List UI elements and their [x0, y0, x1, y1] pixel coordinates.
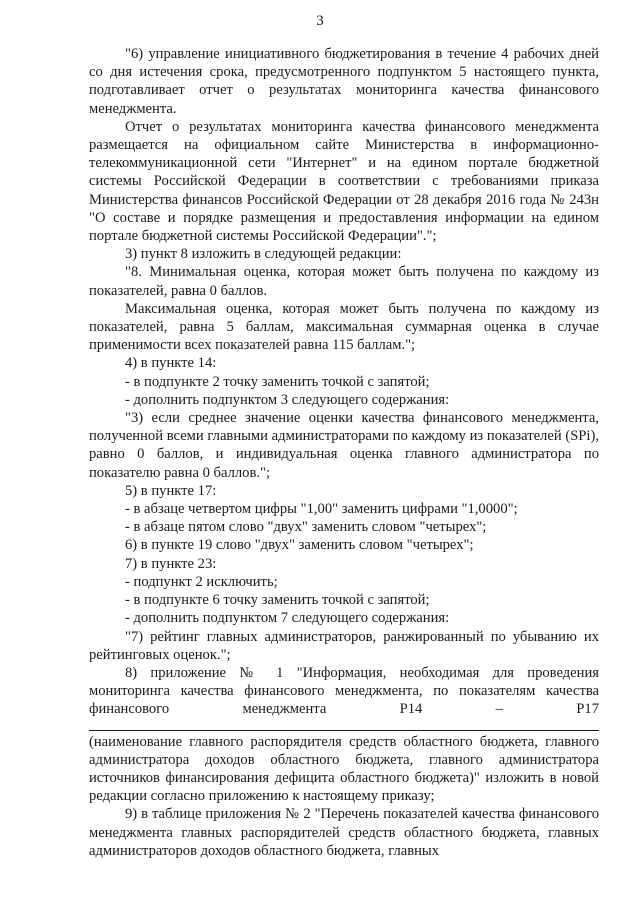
paragraph: - в абзаце пятом слово "двух" заменить словом "четырех"; [125, 519, 487, 536]
paragraph: - в подпункте 2 точку заменить точкой с запятой; [125, 373, 430, 390]
paragraph: - дополнить подпунктом 7 следующего содержания: [125, 610, 450, 627]
paragraph: 6) в пункте 19 слово "двух" заменить словом "четырех"; [125, 537, 474, 554]
paragraph: - подпункт 2 исключить; [125, 573, 278, 590]
paragraph: 9) в таблице приложения № 2 "Перечень показателей качества финансового менеджмента главных распорядителей средств областного бюджета, главных администраторов доходов областного бюджета, главных [89, 806, 599, 859]
paragraph: Отчет о результатах мониторинга качества финансового менеджмента размещается на официальном сайте Министерства в информационно-телекоммуникационной сети "Интернет" и на едином портале бюджетной системы Российской Федерации в соответствии с требованиями приказа Министерства финансов Российской Федерации от 28 декабря 2016 года № 243н "О составе и порядке размещения и предоставления информации на едином портале бюджетной системы Российской Федерации"."; [89, 118, 599, 245]
paragraph: 3) пункт 8 изложить в следующей редакции: [125, 246, 402, 263]
paragraph: "6) управление инициативного бюджетирования в течение 4 рабочих дней со дня истечения срока, предусмотренного подпунктом 5 настоящего пункта, подготавливает отчет о результатах мониторинга качества финансового менеджмента. [89, 46, 599, 117]
paragraph: 7) в пункте 23: [125, 555, 217, 572]
underline-rule [89, 730, 599, 731]
paragraph: 8) приложение № 1 "Информация, необходимая для проведения мониторинга качества финансового менеджмента, по показателям качества финансового менеджмента Р14 – Р17 [89, 664, 599, 718]
paragraph: "7) рейтинг главных администраторов, ранжированный по убыванию их рейтинговых оценок."; [89, 628, 599, 663]
paragraph: - в подпункте 6 точку заменить точкой с запятой; [125, 592, 430, 609]
paragraph: Максимальная оценка, которая может быть получена по каждому из показателей, равна 5 баллам, максимальная суммарная оценка в случае применимости всех показателей равна 115 баллам."; [89, 300, 599, 354]
paragraph: - дополнить подпунктом 3 следующего содержания: [125, 391, 450, 408]
paragraph: "3) если среднее значение оценки качества финансового менеджмента, полученной всеми главными администраторами по каждому из показателей (SPi), равно 0 баллов, и индивидуальная оценка главного администратора по показателю равна 0 баллов."; [89, 410, 599, 481]
document-body [89, 45, 599, 860]
paragraph: - в абзаце четвертом цифры "1,00" заменить цифрами "1,0000"; [125, 501, 518, 518]
blank-line [89, 719, 599, 730]
paragraph: "8. Минимальная оценка, которая может быть получена по каждому из показателей, равна 0 баллов. [89, 264, 599, 299]
page-number: 3 [316, 13, 324, 29]
paragraph: 5) в пункте 17: [125, 482, 217, 499]
paragraph: 4) в пункте 14: [125, 355, 217, 372]
paragraph: (наименование главного распорядителя средств областного бюджета, главного администратора доходов областного бюджета, главного администратора источников финансирования дефицита областного бюджета)" изложить в новой редакции согласно приложению к настоящему приказу; [89, 733, 599, 805]
